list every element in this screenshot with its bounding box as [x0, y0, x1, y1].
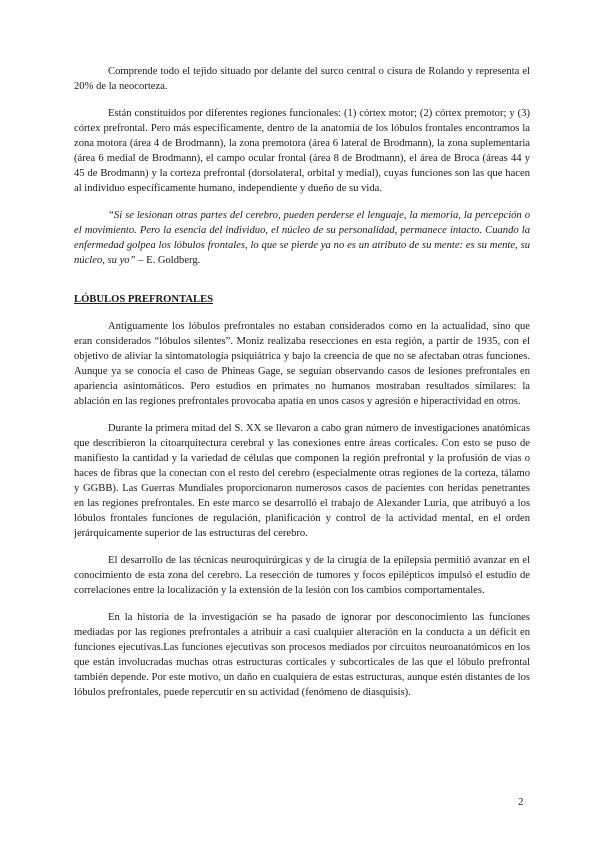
section-paragraph-2: Durante la primera mitad del S. XX se llevaron a cabo gran número de investigaciones anatómicas que describieron la citoarquitectura cerebral y las conexiones entre áreas corticales. Con esto se puso de manifiesto la cantidad y la variedad de células que componen la región prefrontal y la profusión de vías o haces de fibras que la conectan con el resto del cerebro (especialmente otras regiones de la corteza, tálamo y GGBB). Las Guerras Mundiales proporcionaron numerosos casos de pacientes con heridas penetrantes en las regiones prefrontales. En este marco se desarrolló el trabajo de Alexander Luria, que atribuyó a los lóbulos frontales funciones de regulación, planificación y control de la actividad mental, en el orden jerárquicamente superior de las estructuras del cerebro.	[74, 423, 530, 539]
section-paragraph-1: Antiguamente los lóbulos prefrontales no estaban considerados como en la actualidad, sino que eran considerados “lóbulos silentes”. Moniz realizaba resecciones en esta región, a partir de 1935, con el objetivo de aliviar la sintomatología psiquiátrica y bajo la creencia de que no se afectaban otras funciones. Aunque ya se conocía el caso de Phineas Gage, se seguían observando casos de lesiones prefrontales en apariencia asintomáticos. Pero estudios en primates no humanos mostraban resultados similares: la ablación en las regiones prefrontales provocaba apatía en unos casos y agresión e hiperactividad en otros.	[74, 321, 530, 407]
section-spacer	[74, 278, 530, 292]
intro-paragraph-1: Comprende todo el tejido situado por delante del surco central o cisura de Rolando y representa el 20% de la neocorteza.	[74, 66, 530, 92]
goldberg-quote	[74, 208, 530, 268]
quote-text: “Si se lesionan otras partes del cerebro, pueden perderse el lenguaje, la memoria, la percepción o el movimiento. Pero la esencia del individuo, el núcleo de su personalidad, permanece intacto. Cuando la enfermedad golpea los lóbulos frontales, lo que se pierde ya no es un atributo de su mente: es su mente, su núcleo, su yo”	[74, 210, 530, 266]
section-paragraph-4: En la historia de la investigación se ha pasado de ignorar por desconocimiento las funciones mediadas por las regiones prefrontales a atribuir a casi cualquier alteración en la conducta a un déficit en funciones ejecutivas.Las funciones ejecutivas son procesos mediados por circuitos neuroanatómicos en los que están involucradas muchas otras estructuras corticales y subcorticales de las que el lóbulo prefrontal también depende. Por este motivo, un daño en cualquiera de estas estructuras, aunque estén distantes de los lóbulos prefrontales, puede repercutir en su actividad (fenómeno de diasquisis).	[74, 612, 530, 698]
intro-paragraph-2: Están constituidos por diferentes regiones funcionales: (1) córtex motor; (2) córtex premotor; y (3) córtex prefrontal. Pero más específicamente, dentro de la anatomía de los lóbulos frontales encontramos la zona motora (área 4 de Brodmann), la zona premotora (área 6 lateral de Brodmann), la zona suplementaria (área 6 medial de Brodmann), el campo ocular frontal (área 8 de Brodmann), el área de Broca (áreas 44 y 45 de Brodmann) y la corteza prefrontal (dorsolateral, orbital y medial), cuyas funciones son las que hacen al individuo específicamente humano, independiente y dueño de su vida.	[74, 108, 530, 194]
section-heading: LÓBULOS PREFRONTALES	[74, 294, 214, 305]
page-content	[74, 64, 530, 712]
page-number: 2	[518, 796, 524, 808]
section-paragraph-3: El desarrollo de las técnicas neuroquirúrgicas y de la cirugía de la epilepsia permitió avanzar en el conocimiento de esta zona del cerebro. La resección de tumores y focos epilépticos impulsó el estudio de correlaciones entre la localización y la extensión de la lesión con los cambios comportamentales.	[74, 555, 530, 596]
quote-attribution: – E. Goldberg.	[135, 255, 201, 266]
